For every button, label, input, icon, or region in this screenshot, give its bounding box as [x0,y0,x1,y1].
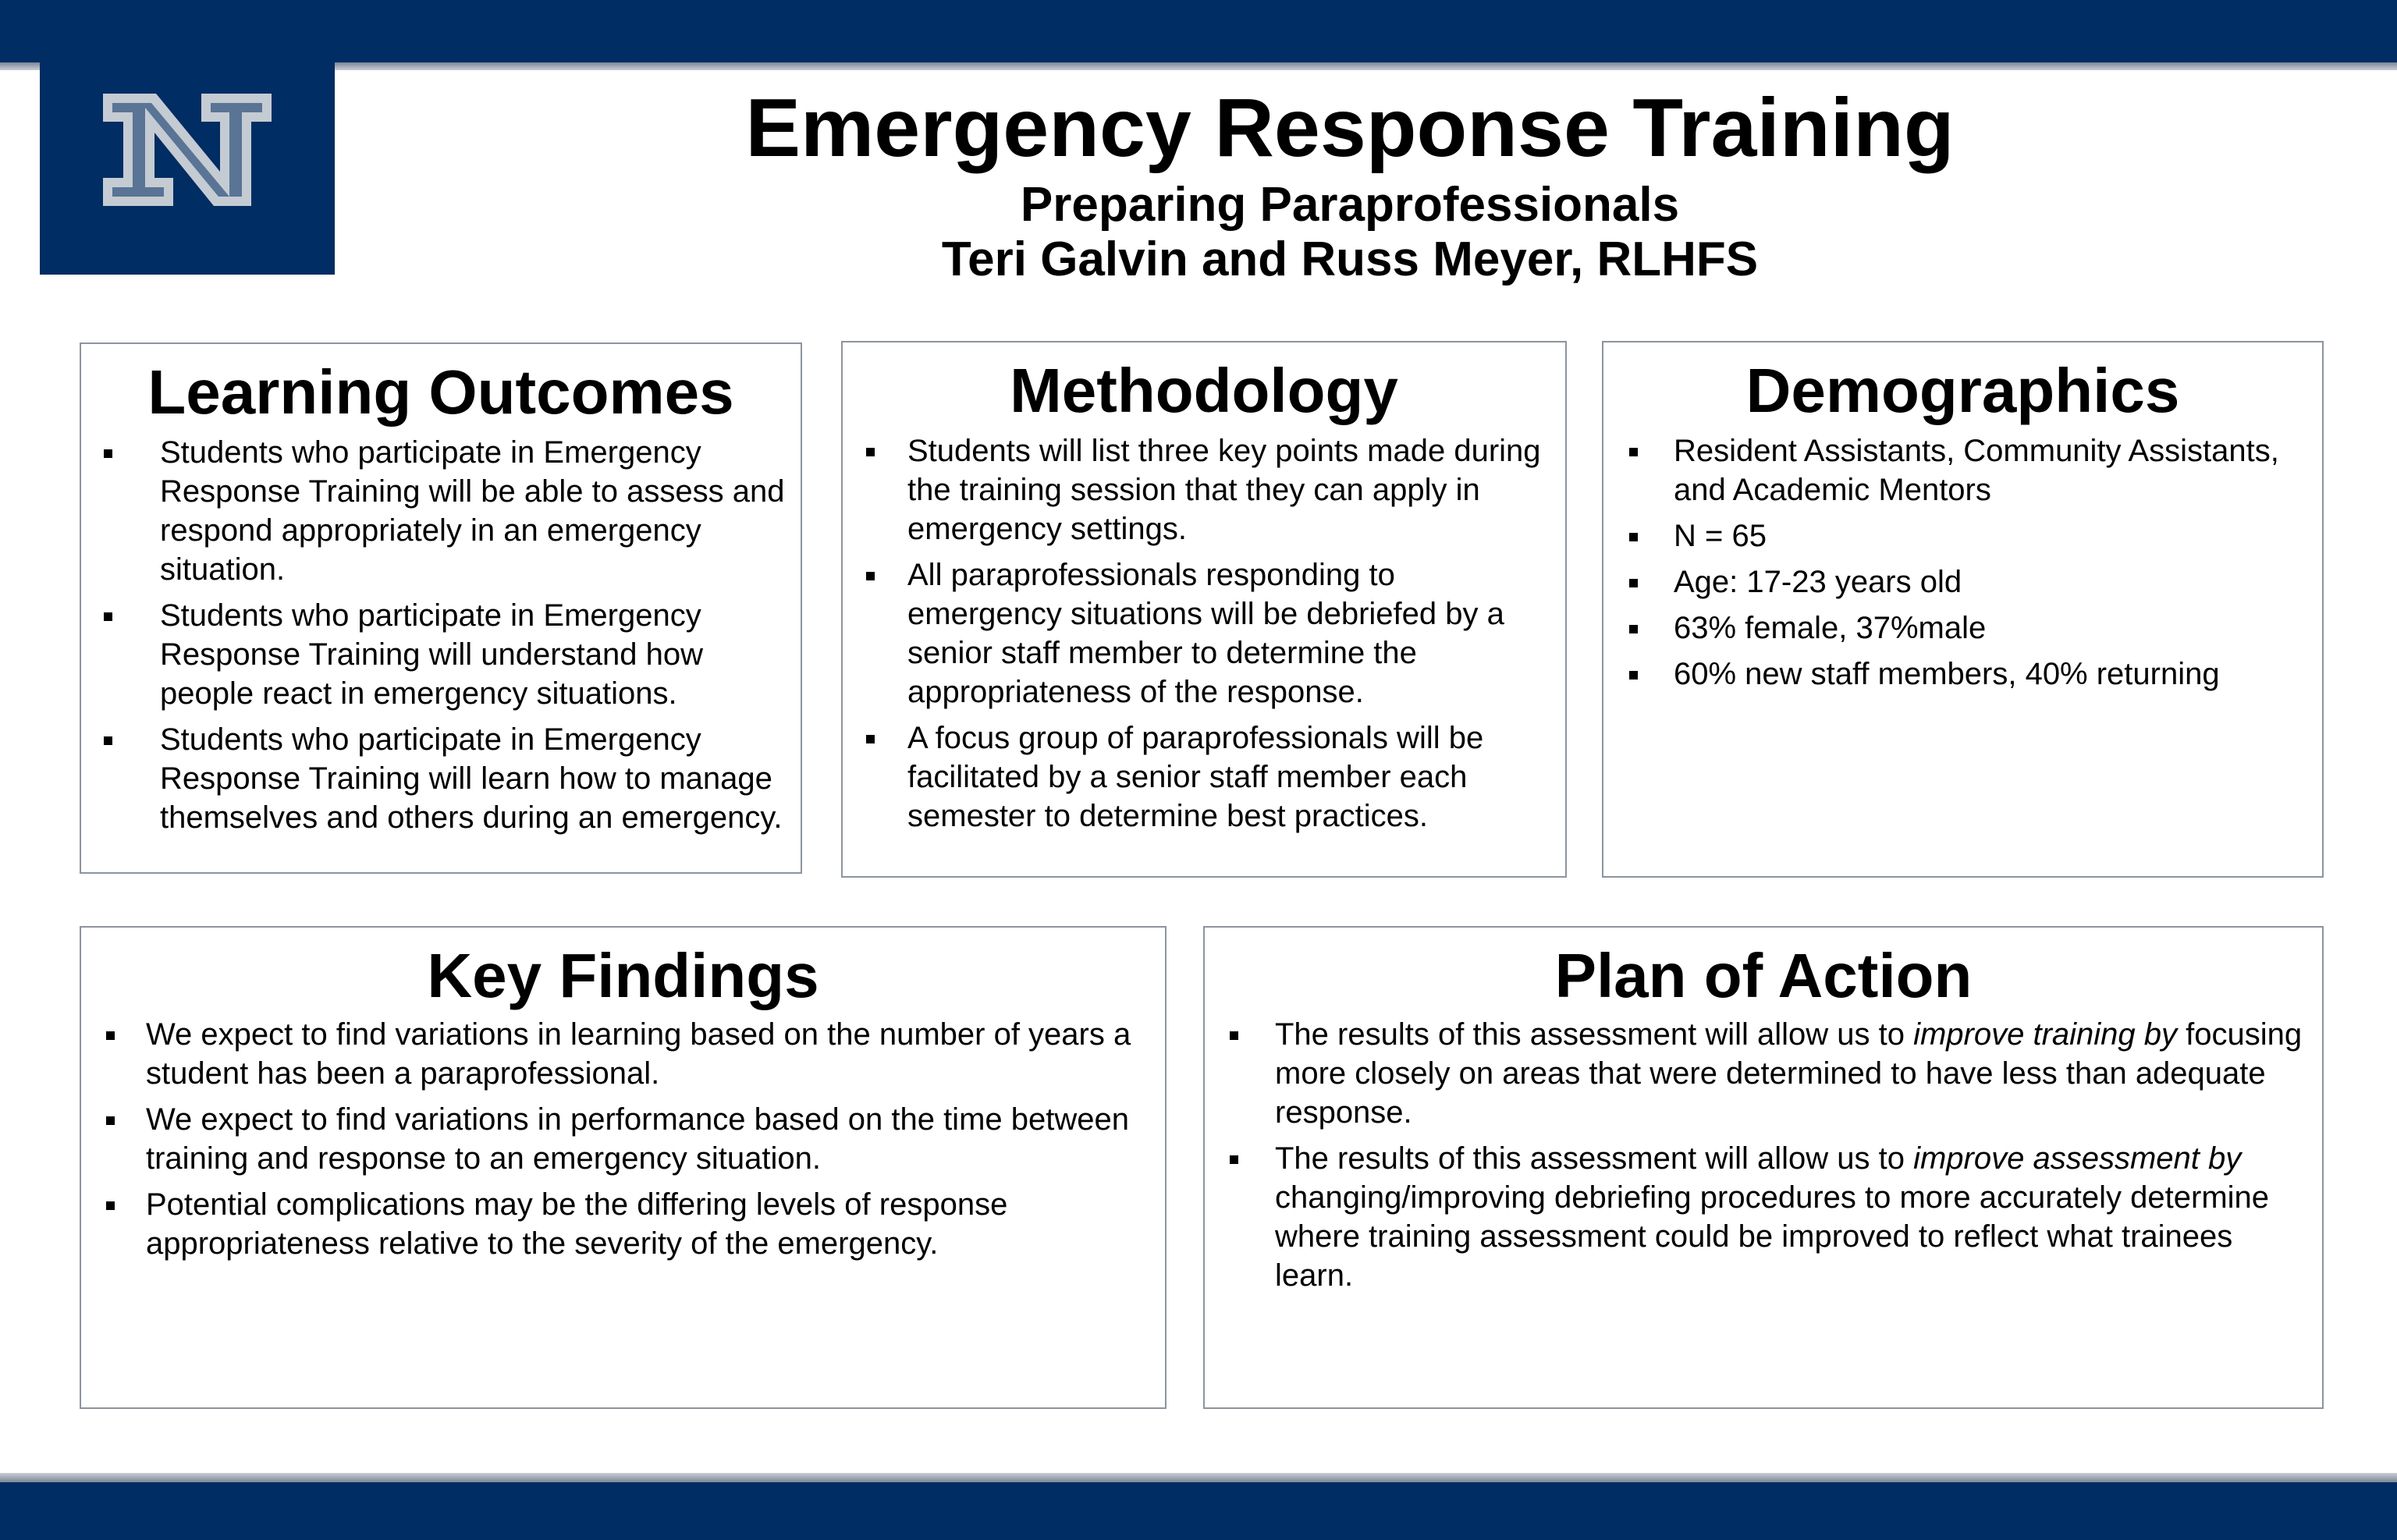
bullet-list [843,431,1565,836]
item-lead-text: The results of this assessment will allow us to [1275,1141,1914,1176]
section-title: Methodology [1010,356,1398,425]
section-title: Demographics [1745,356,2180,425]
list-item: We expect to find variations in performance based on the time between training and response to an emergency situation. [81,1100,1149,1178]
bottom-divider [0,1473,2397,1482]
list-item: Students who participate in Emergency Response Training will be able to assess and respond appropriately in an emergency situation. [81,433,785,589]
n-logo-icon [95,87,279,212]
list-item: A focus group of paraprofessionals will be facilitated by a senior staff member each semester to determine best practices. [843,719,1550,836]
poster-title: Emergency Response Training [745,82,1955,174]
list-item: Students who participate in Emergency Response Training will understand how people react in emergency situations. [81,596,785,713]
item-rest-text: focusing more closely on areas that were determined to have less than adequate response. [1275,1017,2303,1130]
item-emphasis-text: improve training by [1913,1017,2178,1052]
top-divider [0,62,2397,70]
list-item [1205,1015,2306,1132]
list-item: We expect to find variations in learning based on the number of years a student has been a paraprofessional. [81,1015,1149,1093]
poster-header [671,78,2029,287]
list-item: Resident Assistants, Community Assistants, and Academic Mentors [1603,431,2306,509]
bullet-list [1603,431,2322,694]
item-emphasis-text: improve assessment by [1913,1141,2242,1176]
item-rest-text: changing/improving debriefing procedures to more accurately determine where training assessment could be improved to reflect what trainees learn. [1275,1180,2270,1293]
item-lead-text: The results of this assessment will allow us to [1275,1017,1914,1052]
poster-subtitle: Preparing Paraprofessionals [1020,178,1680,232]
plan-of-action-panel [1203,926,2324,1409]
key-findings-panel [80,926,1167,1409]
bullet-list [1205,1015,2322,1295]
section-title: Key Findings [427,941,819,1010]
university-logo [40,61,335,275]
section-title: Learning Outcomes [147,357,734,427]
methodology-panel [841,341,1567,878]
list-item [1205,1139,2306,1295]
list-item: N = 65 [1603,516,2306,555]
top-banner [0,0,2397,62]
poster-authors: Teri Galvin and Russ Meyer, RLHFS [941,232,1759,286]
list-item: All paraprofessionals responding to emergency situations will be debriefed by a senior staff member to determine the appropriateness of the response. [843,555,1550,711]
bullet-list [81,1015,1165,1263]
list-item: Students will list three key points made during the training session that they can apply in emergency settings. [843,431,1550,548]
list-item: Students who participate in Emergency Response Training will learn how to manage themselves and others during an emergency. [81,720,785,837]
list-item: 63% female, 37%male [1603,609,2306,648]
list-item: 60% new staff members, 40% returning [1603,655,2306,694]
list-item: Potential complications may be the differing levels of response appropriateness relative to the severity of the emergency. [81,1185,1149,1263]
bullet-list [81,433,801,837]
learning-outcomes-panel [80,342,802,874]
demographics-panel [1602,341,2324,878]
list-item: Age: 17-23 years old [1603,562,2306,601]
section-title: Plan of Action [1554,941,1973,1010]
bottom-banner [0,1482,2397,1540]
